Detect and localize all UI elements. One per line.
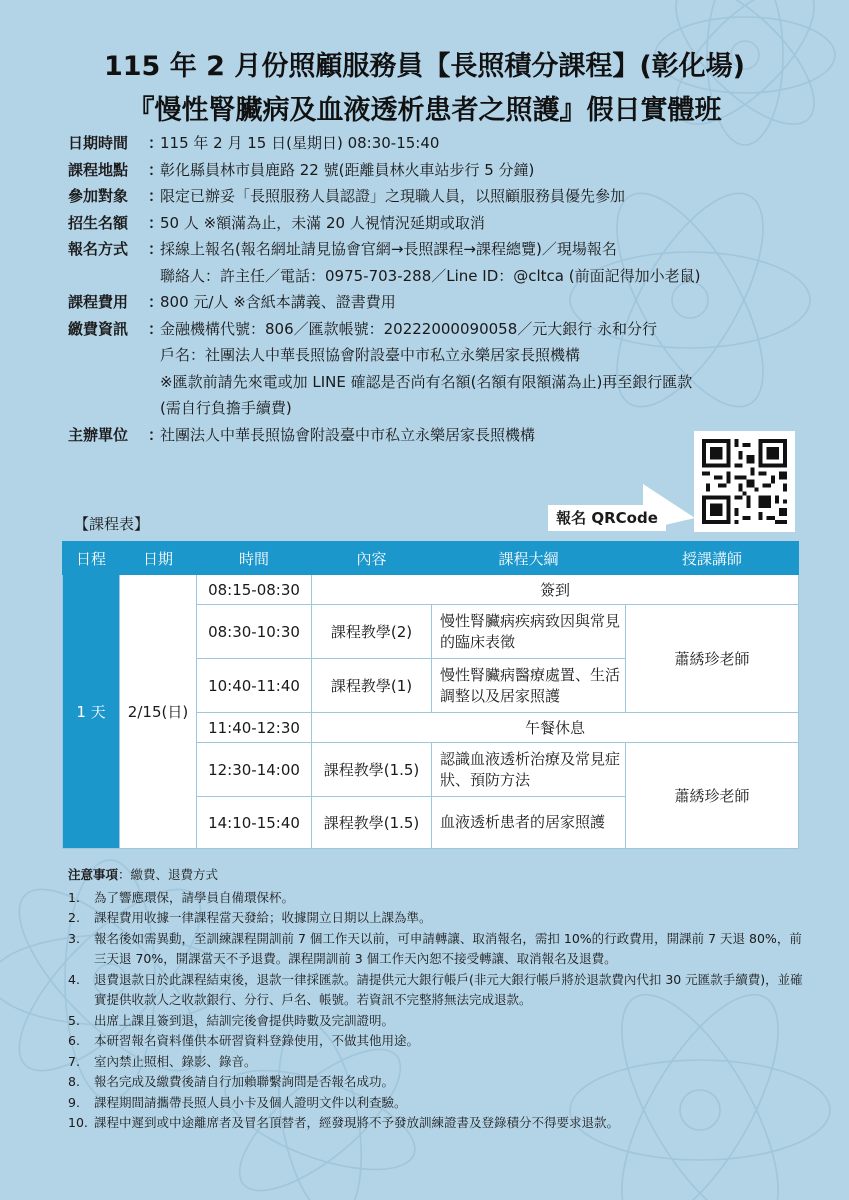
time-cell: 10:40-11:40 bbox=[197, 659, 312, 713]
instructor-cell: 蕭綉珍老師 bbox=[626, 743, 799, 849]
info-value: 採線上報名(報名網址請見協會官網→長照課程→課程總覽)／現場報名 bbox=[160, 240, 617, 258]
info-registration: 報名方式 ： 採線上報名(報名網址請見協會官網→長照課程→課程總覽)／現場報名 bbox=[68, 236, 808, 263]
schedule-table bbox=[62, 541, 799, 849]
info-label: 日期時間 bbox=[68, 134, 129, 152]
schedule-header-row bbox=[63, 542, 799, 575]
lunch-cell: 午餐休息 bbox=[312, 713, 799, 743]
time-cell: 08:15-08:30 bbox=[197, 575, 312, 605]
note-number: 10. bbox=[68, 1115, 88, 1130]
notes-heading bbox=[68, 865, 808, 886]
info-label: 繳費資訊 bbox=[68, 319, 129, 338]
instructor-cell: 蕭綉珍老師 bbox=[626, 605, 799, 713]
info-account-name: 戶名：社團法人中華長照協會附設臺中市私立永樂居家長照機構 bbox=[160, 346, 581, 364]
info-organizer: 主辦單位 ： 社團法人中華長照協會附設臺中市私立永樂居家長照機構 bbox=[68, 422, 808, 449]
notes-title: 注意事項 bbox=[68, 867, 119, 882]
list-item bbox=[68, 1052, 808, 1073]
header-time: 時間 bbox=[197, 542, 312, 575]
note-text: 室內禁止照相、錄影、錄音。 bbox=[94, 1053, 257, 1069]
note-text: 報名後如需異動，至訓練課程開訓前 7 個工作天以前，可申請轉讓、取消報名，需扣 10%的行政費用，開課前 7 天退 80%，前三天退 70%，開課當天不予退費。課程開訓前 3 個工作天內恕不接受轉讓、取消報名及退費。 bbox=[94, 930, 802, 966]
note-text: 本研習報名資料僅供本研習資料登錄使用，不做其他用途。 bbox=[94, 1033, 420, 1048]
info-payment: 繳費資訊 ： 金融機構代號：806／匯款帳號：20222000090058／元大銀行 永和分行 bbox=[68, 316, 808, 343]
content-cell: 課程教學(1) bbox=[312, 659, 432, 713]
list-item bbox=[68, 929, 808, 970]
outline-cell: 慢性腎臟病醫療處置、生活調整以及居家照護 bbox=[432, 659, 626, 713]
info-audience: 參加對象 ： 限定已辦妥「長照服務人員認證」之現職人員，以照顧服務員優先參加 bbox=[68, 183, 808, 210]
day-cell: 1 天 bbox=[63, 575, 120, 849]
table-row bbox=[63, 575, 799, 605]
info-value: 彰化縣員林市員鹿路 22 號(距離員林火車站步行 5 分鐘) bbox=[160, 160, 535, 179]
note-text: 為了響應環保，請學員自備環保杯。 bbox=[94, 889, 295, 905]
list-item bbox=[68, 1072, 808, 1093]
header-day: 日程 bbox=[63, 542, 120, 575]
content-cell: 課程教學(2) bbox=[312, 605, 432, 659]
info-label: 報名方式 bbox=[68, 240, 129, 258]
qr-code-label: 報名 QRCode bbox=[548, 505, 666, 531]
note-number: 4. bbox=[68, 971, 80, 987]
time-cell: 11:40-12:30 bbox=[197, 713, 312, 743]
info-payment-fee-note: (需自行負擔手續費) bbox=[160, 399, 292, 417]
note-text: 報名完成及繳費後請自行加賴聯繫詢問是否報名成功。 bbox=[94, 1074, 395, 1089]
header-content: 內容 bbox=[312, 542, 432, 575]
info-value: 115 年 2 月 15 日(星期日) 08:30-15:40 bbox=[160, 134, 440, 152]
outline-cell: 慢性腎臟病疾病致因與常見的臨床表徵 bbox=[432, 605, 626, 659]
outline-cell: 血液透析患者的居家照護 bbox=[432, 797, 626, 849]
time-cell: 12:30-14:00 bbox=[197, 743, 312, 797]
list-item bbox=[68, 1113, 808, 1134]
info-contact: 聯絡人：許主任／電話：0975-703-288／Line ID：@cltca (前面記得加小老鼠) bbox=[160, 266, 701, 285]
list-item bbox=[68, 908, 808, 929]
course-info bbox=[68, 130, 808, 448]
info-location: 課程地點 ： 彰化縣員林市員鹿路 22 號(距離員林火車站步行 5 分鐘) bbox=[68, 157, 808, 184]
header-outline: 課程大綱 bbox=[432, 542, 626, 575]
info-label: 課程地點 bbox=[68, 160, 129, 179]
registration-qr-code[interactable] bbox=[694, 431, 795, 532]
notes-subtitle: ：繳費、退費方式 bbox=[118, 867, 219, 882]
note-text: 課程費用收據一律課程當天發給；收據開立日期以上課為準。 bbox=[94, 910, 432, 925]
note-text: 課程期間請攜帶長照人員小卡及個人證明文件以利查驗。 bbox=[94, 1094, 407, 1110]
checkin-cell: 簽到 bbox=[312, 575, 799, 605]
note-number: 8. bbox=[68, 1074, 80, 1089]
list-item bbox=[68, 888, 808, 909]
header-instructor: 授課講師 bbox=[626, 542, 799, 575]
note-number: 2. bbox=[68, 910, 80, 925]
page-title-line1: 115 年 2 月份照顧服務員【長照積分課程】(彰化場) bbox=[103, 51, 746, 82]
info-label: 主辦單位 bbox=[68, 425, 129, 444]
info-label: 參加對象 bbox=[68, 187, 129, 205]
note-text: 出席上課且簽到退，結訓完後會提供時數及完訓證明。 bbox=[94, 1012, 395, 1028]
content-cell: 課程教學(1.5) bbox=[312, 743, 432, 797]
outline-cell: 認識血液透析治療及常見症狀、預防方法 bbox=[432, 743, 626, 797]
info-payment-note: ※匯款前請先來電或加 LINE 確認是否尚有名額(名額有限額滿為止)再至銀行匯款 bbox=[160, 372, 693, 391]
info-value: 金融機構代號：806／匯款帳號：20222000090058／元大銀行 永和分行 bbox=[160, 319, 658, 338]
note-number: 6. bbox=[68, 1033, 80, 1048]
time-cell: 14:10-15:40 bbox=[197, 797, 312, 849]
content-cell: 課程教學(1.5) bbox=[312, 797, 432, 849]
info-label: 招生名額 bbox=[68, 213, 129, 232]
note-number: 1. bbox=[68, 889, 80, 905]
list-item bbox=[68, 1031, 808, 1052]
schedule-title: 【課程表】 bbox=[74, 515, 150, 533]
note-number: 7. bbox=[68, 1053, 80, 1069]
info-value: 800 元/人 ※含紙本講義、證書費用 bbox=[160, 293, 396, 311]
note-text: 課程中遲到或中途離席者及冒名頂替者，經發現將不予發放訓練證書及登錄積分不得要求退款。 bbox=[94, 1115, 620, 1130]
header-date: 日期 bbox=[120, 542, 197, 575]
note-number: 5. bbox=[68, 1012, 80, 1028]
time-cell: 08:30-10:30 bbox=[197, 605, 312, 659]
info-value: 50 人 ※額滿為止，未滿 20 人視情況延期或取消 bbox=[160, 213, 485, 232]
info-value: 社團法人中華長照協會附設臺中市私立永樂居家長照機構 bbox=[160, 425, 536, 444]
note-text: 退費退款日於此課程結束後，退款一律採匯款。請提供元大銀行帳戶(非元大銀行帳戶將於退款費內代扣 30 元匯款手續費)，並確實提供收款人之收款銀行、分行、戶名、帳號。若資訊不完整將無法完成退款。 bbox=[94, 971, 803, 1007]
info-label: 課程費用 bbox=[68, 293, 129, 311]
qr-code-icon bbox=[694, 431, 795, 532]
info-date: 日期時間 ： 115 年 2 月 15 日(星期日) 08:30-15:40 bbox=[68, 130, 808, 157]
list-item bbox=[68, 1093, 808, 1114]
page-title-line2: 『慢性腎臟病及血液透析患者之照護』假日實體班 bbox=[127, 95, 722, 126]
date-cell: 2/15(日) bbox=[120, 575, 197, 849]
list-item bbox=[68, 970, 808, 1011]
notes-section bbox=[68, 865, 808, 1134]
note-number: 3. bbox=[68, 930, 80, 946]
info-quota: 招生名額 ： 50 人 ※額滿為止，未滿 20 人視情況延期或取消 bbox=[68, 210, 808, 237]
info-fee: 課程費用 ： 800 元/人 ※含紙本講義、證書費用 bbox=[68, 289, 808, 316]
note-number: 9. bbox=[68, 1094, 80, 1110]
list-item bbox=[68, 1011, 808, 1032]
info-value: 限定已辦妥「長照服務人員認證」之現職人員，以照顧服務員優先參加 bbox=[160, 187, 626, 205]
